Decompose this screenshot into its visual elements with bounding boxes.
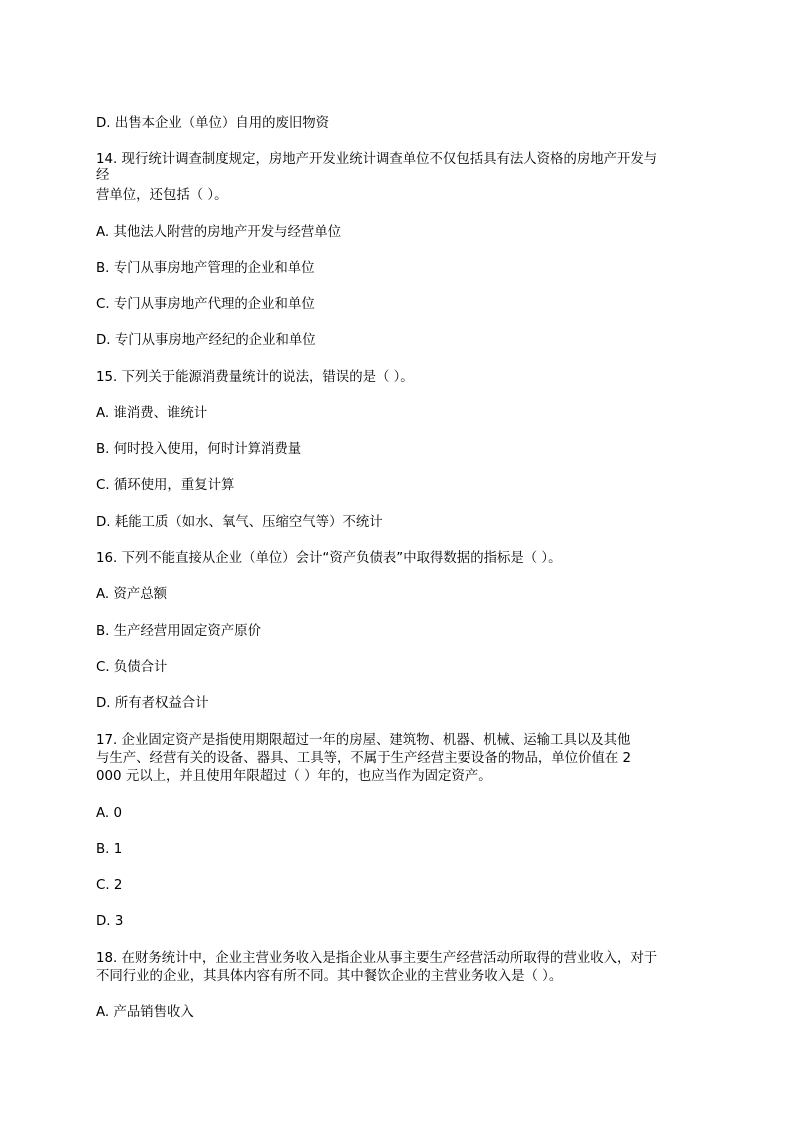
q18-stem-line-1: 18. 在财务统计中，企业主营业务收入是指企业从事主要生产经营活动所取得的营业收入，对于 [96,951,658,966]
q14-stem-line-3: 营单位，还包括（ ）。 [96,188,228,203]
q14-option-c: C. 专门从事房地产代理的企业和单位 [96,297,315,312]
q16-option-b: B. 生产经营用固定资产原价 [96,624,261,639]
q14-stem-line-2: 经 [96,168,110,183]
q16-option-d: D. 所有者权益合计 [96,696,209,711]
q13-option-d: D. 出售本企业（单位）自用的废旧物资 [96,116,330,131]
q15-option-a: A. 谁消费、谁统计 [96,406,208,421]
q16-option-a: A. 资产总额 [96,587,167,602]
q14-option-a: A. 其他法人附营的房地产开发与经营单位 [96,225,342,240]
q17-option-b: B. 1 [96,842,123,857]
q15-option-d: D. 耗能工质（如水、氧气、压缩空气等）不统计 [96,515,383,530]
q16-stem: 16. 下列不能直接从企业（单位）会计“资产负债表”中取得数据的指标是（ ）。 [96,551,562,566]
q15-option-c: C. 循环使用，重复计算 [96,478,235,493]
q14-option-d: D. 专门从事房地产经纪的企业和单位 [96,333,316,348]
q16-option-c: C. 负债合计 [96,660,168,675]
q14-stem-line-1: 14. 现行统计调查制度规定，房地产开发业统计调查单位不仅包括具有法人资格的房地产开发与 [96,152,658,167]
q17-stem-line-3: 000 元以上，并且使用年限超过（ ）年的，也应当作为固定资产。 [96,769,492,784]
q15-option-b: B. 何时投入使用，何时计算消费量 [96,442,302,457]
q18-option-a: A. 产品销售收入 [96,1005,194,1020]
q15-stem: 15. 下列关于能源消费量统计的说法，错误的是（ ）。 [96,370,414,385]
q17-option-d: D. 3 [96,914,124,929]
q18-stem-line-2: 不同行业的企业，其具体内容有所不同。其中餐饮企业的主营业务收入是（ ）。 [96,969,563,984]
q17-stem-line-1: 17. 企业固定资产是指使用期限超过一年的房屋、建筑物、机器、机械、运输工具以及其他 [96,733,631,748]
q17-stem-line-2: 与生产、经营有关的设备、器具、工具等，不属于生产经营主要设备的物品，单位价值在 2 [96,751,632,766]
q14-option-b: B. 专门从事房地产管理的企业和单位 [96,261,315,276]
q17-option-c: C. 2 [96,878,123,893]
q17-option-a: A. 0 [96,806,122,821]
